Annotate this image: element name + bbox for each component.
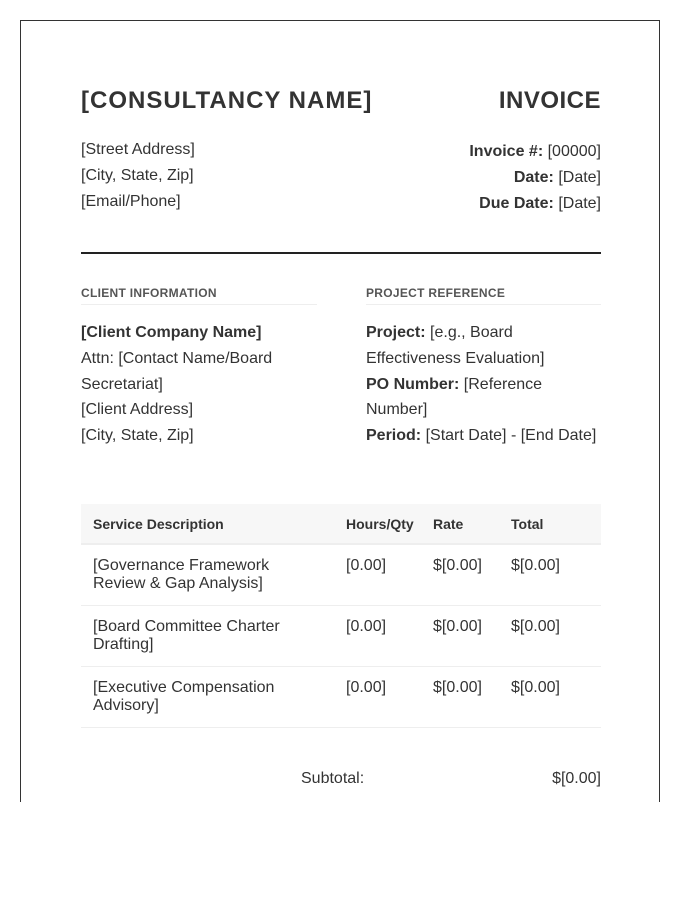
service-description-line: Drafting]: [93, 636, 154, 653]
invoice-date-line: [469, 165, 601, 191]
total-cell: $[0.00]: [499, 667, 601, 728]
invoice-date-label: Date:: [513, 169, 554, 186]
invoice-meta: [469, 139, 601, 217]
client-info: [81, 320, 317, 449]
invoice-page: [20, 20, 660, 802]
table-header-row: [81, 504, 601, 544]
company-address: [81, 137, 195, 215]
client-city-state-zip: [City, State, Zip]: [81, 427, 194, 445]
total-cell: $[0.00]: [499, 606, 601, 667]
rate-cell: $[0.00]: [421, 667, 499, 728]
po-number-value-1: [Reference: [463, 375, 543, 393]
service-description-line: [Executive Compensation: [93, 679, 275, 696]
table-row: [81, 606, 601, 667]
invoice-number-value: [00000]: [547, 143, 601, 160]
project-reference: [366, 320, 606, 449]
hours-qty-cell: [0.00]: [334, 667, 421, 728]
header-divider: [81, 252, 601, 254]
header-total: Total: [499, 504, 601, 544]
rate-cell: $[0.00]: [421, 544, 499, 606]
due-date-label: Due Date:: [479, 195, 554, 212]
invoice-date-value: [Date]: [558, 169, 601, 186]
service-description-line: Review & Gap Analysis]: [93, 575, 263, 592]
city-state-zip: [City, State, Zip]: [81, 167, 194, 184]
rate-cell: $[0.00]: [421, 606, 499, 667]
invoice-number-label: Invoice #:: [469, 143, 544, 160]
client-attn-line-1: Attn: [Contact Name/Board: [81, 349, 273, 367]
project-value-2: Effectiveness Evaluation]: [366, 349, 545, 367]
company-name: [CONSULTANCY NAME]: [81, 87, 373, 114]
table-row: [81, 544, 601, 606]
due-date-value: [Date]: [558, 195, 601, 212]
service-description-line: [Board Committee Charter: [93, 618, 280, 635]
project-label: Project:: [366, 324, 426, 341]
project-reference-heading: PROJECT REFERENCE: [366, 286, 601, 305]
client-info-heading: CLIENT INFORMATION: [81, 286, 317, 305]
street-address: [Street Address]: [81, 141, 195, 158]
hours-qty-cell: [0.00]: [334, 544, 421, 606]
service-description-line: Advisory]: [93, 697, 159, 714]
invoice-title: INVOICE: [498, 87, 601, 114]
total-cell: $[0.00]: [499, 544, 601, 606]
subtotal-value: $[0.00]: [552, 770, 601, 787]
header-rate: Rate: [421, 504, 499, 544]
service-description: [81, 667, 334, 728]
services-table: [81, 504, 601, 728]
project-value-1: [e.g., Board: [430, 324, 513, 341]
client-address: [Client Address]: [81, 401, 194, 419]
email-phone: [Email/Phone]: [81, 193, 181, 210]
period-line: [366, 423, 606, 449]
hours-qty-cell: [0.00]: [334, 606, 421, 667]
service-description: [81, 544, 334, 606]
table-row: [81, 667, 601, 728]
header-hours-qty: Hours/Qty: [334, 504, 421, 544]
project-line: [366, 320, 606, 346]
header-service-description: Service Description: [81, 504, 334, 544]
invoice-number-line: [469, 139, 601, 165]
po-number-value-2: Number]: [366, 401, 428, 419]
service-description: [81, 606, 334, 667]
period-label: Period:: [366, 427, 422, 445]
po-number-line: [366, 372, 606, 398]
po-number-label: PO Number:: [366, 375, 460, 393]
subtotal-label: Subtotal:: [301, 770, 365, 787]
service-description-line: [Governance Framework: [93, 557, 270, 574]
period-value: [Start Date] - [End Date]: [425, 427, 597, 445]
client-company-name: [Client Company Name]: [81, 324, 262, 341]
client-attn-line-2: Secretariat]: [81, 375, 163, 393]
due-date-line: [469, 191, 601, 217]
